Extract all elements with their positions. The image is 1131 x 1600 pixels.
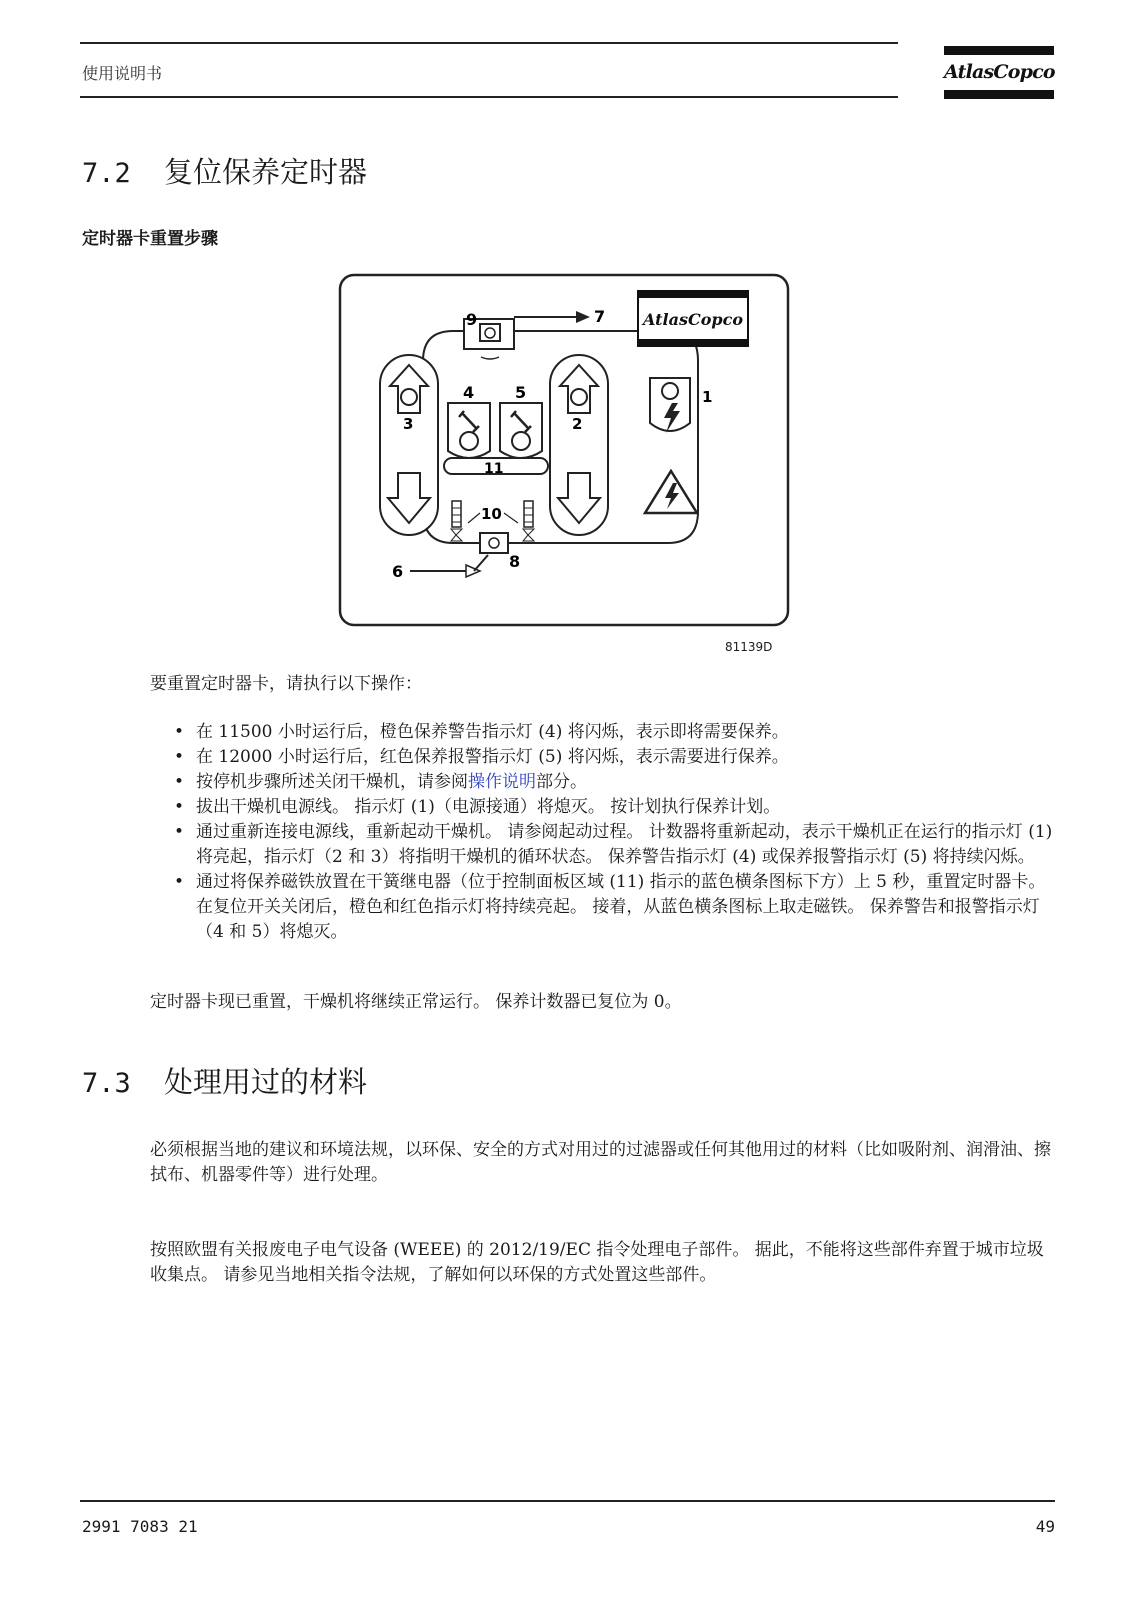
page-number: 49: [1035, 1517, 1055, 1536]
figure-code: 81139D: [725, 640, 773, 654]
figure-logo-text: AtlasCopco: [643, 310, 743, 329]
label-4: 4: [463, 383, 475, 402]
section-title: 处理用过的材料: [164, 1065, 368, 1099]
steps-list: [150, 720, 1055, 945]
intro-text: 要重置定时器卡，请执行以下操作：: [150, 674, 422, 694]
label-10: 10: [481, 505, 502, 523]
label-11: 11: [484, 461, 504, 477]
section-7-3-heading: [82, 1060, 367, 1101]
logo-text: AtlasCopco: [944, 61, 1055, 83]
label-9: 9: [466, 310, 478, 329]
closing-text: 定时器卡现已重置，干燥机将继续正常运行。 保养计数器已复位为 0。: [150, 992, 682, 1012]
section-7-2-heading: [82, 150, 367, 191]
header-title: 使用说明书: [82, 64, 163, 83]
label-5: 5: [515, 383, 527, 402]
header-rule-top: [80, 42, 898, 44]
list-item: • 按停机步骤所述关闭干燥机，请参阅操作说明部分。: [174, 772, 587, 792]
list-item: • 通过将保养磁铁放置在干簧继电器（位于控制面板区域 (11) 指示的蓝色横条图标下方）上 5 秒，重置定时器卡。 在复位开关关闭后，橙色和红色指示灯将持续亮起。 接着，从蓝色横条图标上取走磁铁。 保养警告和报警指示灯（4 和 5）将熄灭。: [174, 872, 1046, 942]
document-number: 2991 7083 21: [82, 1517, 198, 1536]
label-6: 6: [392, 562, 404, 581]
disposal-paragraph-2: 按照欧盟有关报废电子电气设备 (WEEE) 的 2012/19/EC 指令处理电子部件。 据此，不能将这些部件弃置于城市垃圾收集点。 请参见当地相关指令法规，了解如何以环保的方式处置这些部件。: [150, 1240, 1044, 1285]
label-8: 8: [509, 552, 521, 571]
label-2: 2: [572, 415, 583, 433]
operating-instructions-link[interactable]: 操作说明: [468, 772, 536, 792]
control-panel-diagram: [338, 273, 790, 638]
disposal-paragraph-1: 必须根据当地的建议和环境法规，以环保、安全的方式对用过的过滤器或任何其他用过的材料（比如吸附剂、润滑油、擦拭布、机器零件等）进行处理。: [150, 1140, 1051, 1185]
list-item: • 在 12000 小时运行后，红色保养报警指示灯 (5) 将闪烁，表示需要进行保养。: [174, 747, 789, 767]
list-item: • 在 11500 小时运行后，橙色保养警告指示灯 (4) 将闪烁，表示即将需要保养。: [174, 722, 789, 742]
header-rule-bottom: [80, 96, 898, 98]
section-number: 7.3: [82, 1068, 131, 1099]
section-number: 7.2: [82, 158, 131, 189]
label-1: 1: [702, 388, 713, 406]
list-item: • 拔出干燥机电源线。 指示灯 (1)（电源接通）将熄灭。 按计划执行保养计划。: [174, 797, 781, 817]
label-7: 7: [594, 307, 606, 326]
subheading: 定时器卡重置步骤: [82, 229, 218, 249]
list-item: • 通过重新连接电源线，重新起动干燥机。 请参阅起动过程。 计数器将重新起动，表示干燥机正在运行的指示灯 (1) 将亮起，指示灯（2 和 3）将指明干燥机的循环状态。 保养警告指示灯 (4) 或保养报警指示灯 (5) 将持续闪烁。: [174, 822, 1053, 867]
section-title: 复位保养定时器: [164, 155, 368, 189]
atlas-copco-logo: [944, 44, 1054, 100]
label-3: 3: [403, 415, 414, 433]
footer-rule: [80, 1500, 1055, 1502]
